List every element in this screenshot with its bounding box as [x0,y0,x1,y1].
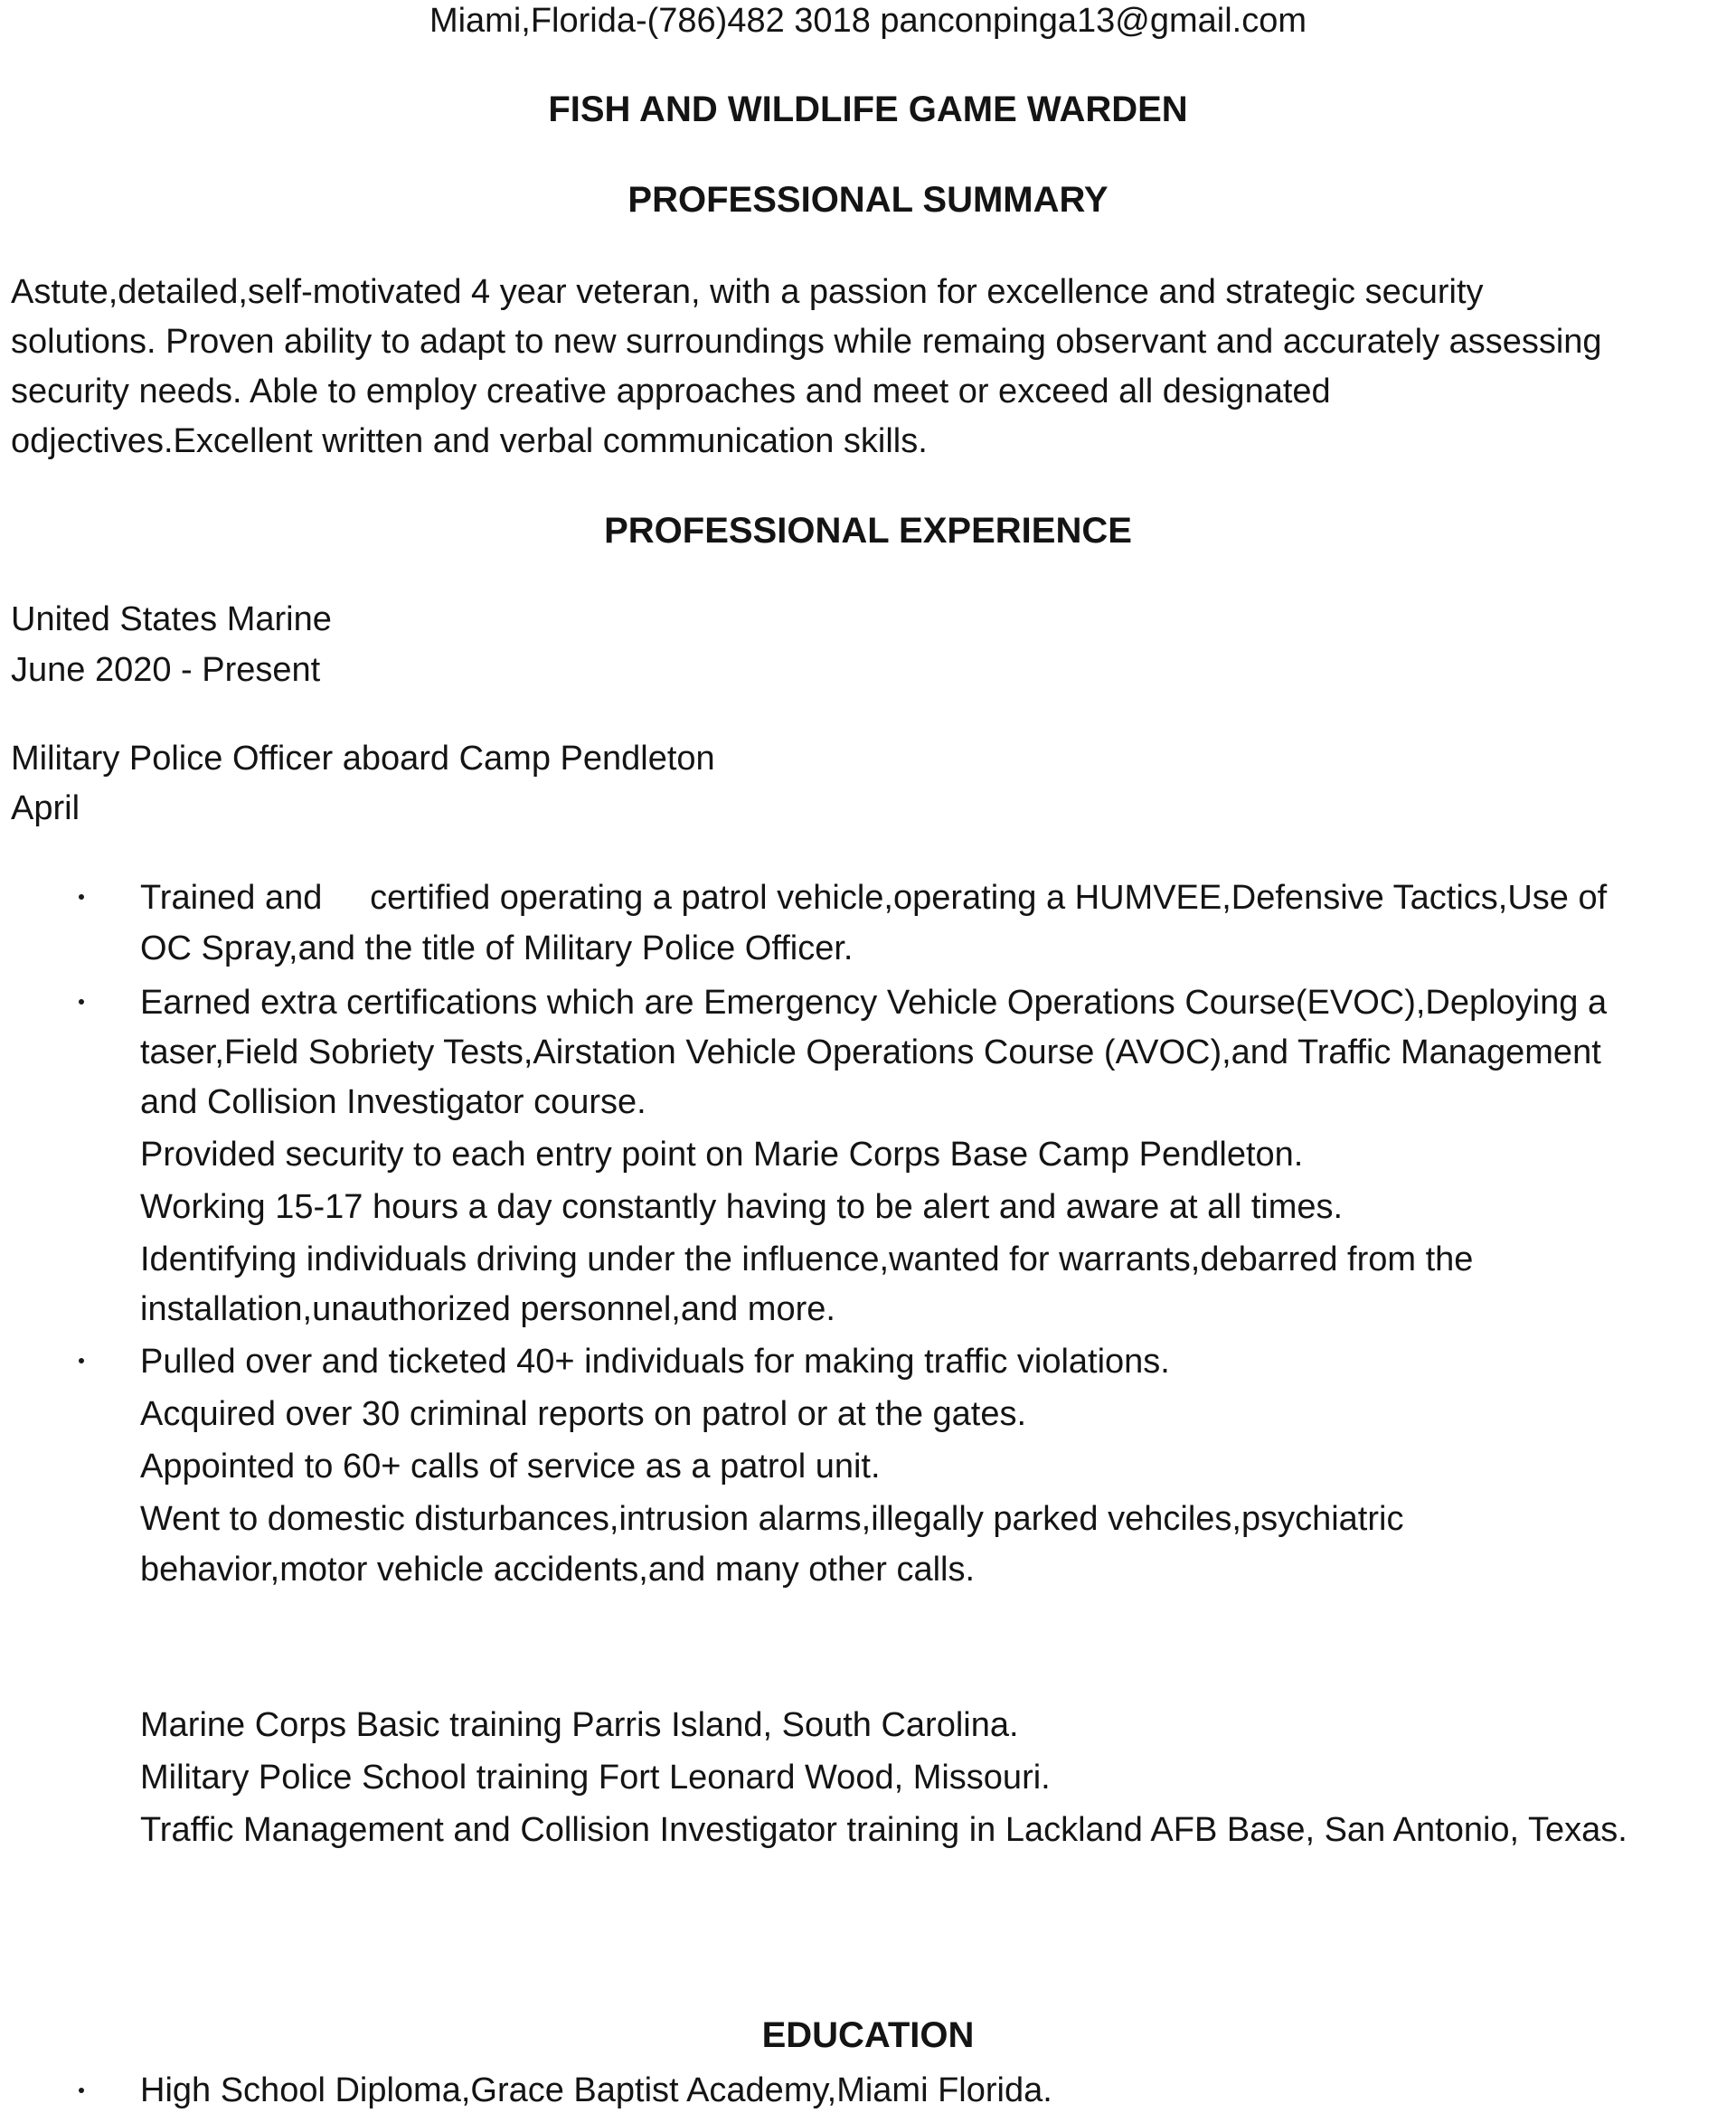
contact-line: Miami,Florida-(786)482 3018 panconpinga13@gmail.com [429,2,1307,40]
summary-line: security needs. Able to employ creative approaches and meet or exceed all designated [11,373,1331,410]
employment-dates: June 2020 - Present [11,651,321,689]
resume-title: FISH AND WILDLIFE GAME WARDEN [548,90,1188,129]
summary-line: Astute,detailed,self-motivated 4 year veteran, with a passion for excellence and strategic security [11,273,1484,311]
experience-bullet-line: Provided security to each entry point on Marie Corps Base Camp Pendleton. [140,1136,1304,1174]
employer: United States Marine [11,600,332,638]
education-heading: EDUCATION [761,2015,975,2055]
training-line: Military Police School training Fort Leonard Wood, Missouri. [140,1759,1051,1797]
summary-heading: PROFESSIONAL SUMMARY [627,180,1109,220]
bullet-icon [79,2088,84,2093]
experience-bullet-line: and Collision Investigator course. [140,1083,646,1121]
summary-line: solutions. Proven ability to adapt to new surroundings while remaing observant and accurately assessing [11,323,1602,361]
experience-bullet-line: installation,unauthorized personnel,and more. [140,1290,835,1328]
bullet-icon [79,999,84,1005]
training-line: Marine Corps Basic training Parris Island, South Carolina. [140,1706,1019,1744]
experience-bullet-line: Earned extra certifications which are Emergency Vehicle Operations Course(EVOC),Deploying a [140,984,1608,1022]
bullet-icon [79,1358,84,1363]
experience-bullet-line: behavior,motor vehicle accidents,and many other calls. [140,1551,976,1589]
experience-bullet-line: Appointed to 60+ calls of service as a patrol unit. [140,1448,881,1486]
education-item: High School Diploma,Grace Baptist Academy,Miami Florida. [140,2071,1052,2109]
experience-heading: PROFESSIONAL EXPERIENCE [604,511,1132,551]
job-role: Military Police Officer aboard Camp Pendleton [11,740,715,778]
training-line: Traffic Management and Collision Investigator training in Lackland AFB Base, San Antonio, Texas. [140,1811,1628,1849]
experience-bullet-line: OC Spray,and the title of Military Police Officer. [140,929,854,967]
summary-line: odjectives.Excellent written and verbal communication skills. [11,422,928,460]
experience-bullet-line: Identifying individuals driving under the influence,wanted for warrants,debarred from the [140,1240,1474,1278]
experience-bullet-line: Trained and certified operating a patrol vehicle,operating a HUMVEE,Defensive Tactics,Use of [140,879,1608,917]
experience-bullet-line: Pulled over and ticketed 40+ individuals for making traffic violations. [140,1343,1170,1381]
experience-bullet-line: Acquired over 30 criminal reports on patrol or at the gates. [140,1395,1027,1433]
experience-bullet-line: Went to domestic disturbances,intrusion alarms,illegally parked vehciles,psychiatric [140,1500,1404,1538]
experience-bullet-line: Working 15-17 hours a day constantly having to be alert and aware at all times. [140,1188,1344,1226]
experience-bullet-line: taser,Field Sobriety Tests,Airstation Vehicle Operations Course (AVOC),and Traffic Management [140,1033,1601,1071]
bullet-icon [79,894,84,900]
job-role-month: April [11,789,80,827]
